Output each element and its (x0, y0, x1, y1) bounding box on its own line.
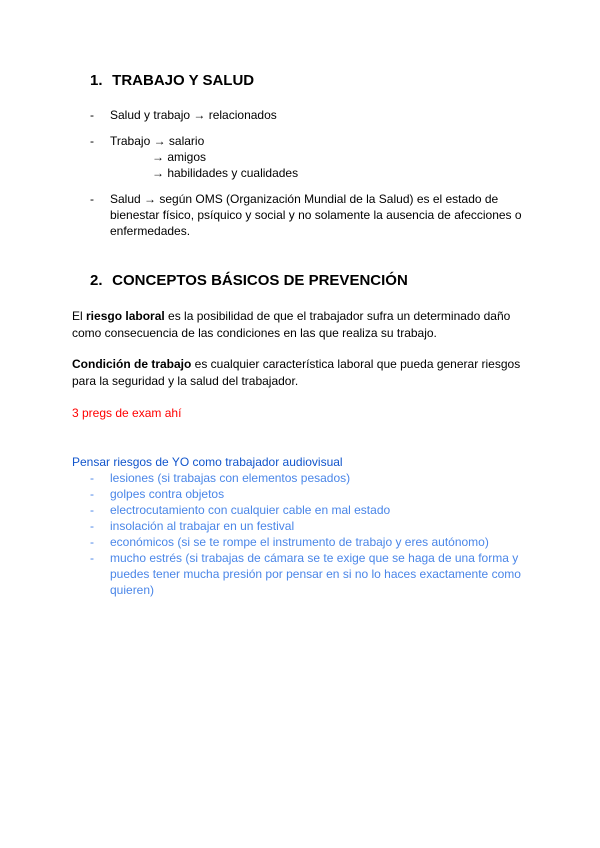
bullet-marker: - (90, 192, 94, 206)
section-1-heading (90, 72, 254, 89)
bullet-trabajo: Trabajo → salario (110, 134, 205, 148)
bullet-marker: - (90, 519, 94, 533)
section-2-heading (90, 272, 408, 289)
risk-item: lesiones (si trabajas con elementos pesados) (110, 471, 351, 485)
section-2-title: CONCEPTOS BÁSICOS DE PREVENCIÓN (112, 272, 408, 289)
risks-title: Pensar riesgos de YO como trabajador audiovisual (72, 455, 343, 469)
risk-item: insolación al trabajar en un festival (110, 519, 295, 533)
exam-note: 3 pregs de exam ahí (72, 406, 182, 420)
riesgo-prefix: El (72, 309, 87, 323)
bullet-marker: - (90, 108, 94, 122)
risk-item: electrocutamiento con cualquier cable en mal estado (110, 503, 391, 517)
bullet-salud-oms: Salud → según OMS (Organización Mundial de la Salud) es el estado de bienestar físico, psíquico y social y no solamente la ausencia de afecciones o enfermedades. (110, 192, 522, 238)
risk-item: mucho estrés (si trabajas de cámara se te exige que se haga de una forma y puedes tener mucha presión por pensar en si no lo haces exactamente como quieren) (110, 551, 521, 597)
bullet-marker: - (90, 471, 94, 485)
section-1-number: 1. (90, 72, 103, 89)
bullet-trabajo-habilidades: → habilidades y cualidades (152, 166, 299, 180)
bullet-marker: - (90, 535, 94, 549)
bullet-marker: - (90, 487, 94, 501)
riesgo-definition: es la posibilidad de que el trabajador sufra un determinado daño como consecuencia de las condiciones en las que realiza su trabajo. (72, 309, 511, 340)
section-2-number: 2. (90, 272, 103, 289)
condicion-definition: es cualquier característica laboral que pueda generar riesgos para la seguridad y la salud del trabajador. (72, 357, 521, 388)
bullet-marker: - (90, 503, 94, 517)
condicion-trabajo-term: Condición de trabajo (72, 357, 192, 371)
bullet-salud-trabajo: Salud y trabajo → relacionados (110, 108, 277, 122)
section-1-title: TRABAJO Y SALUD (112, 72, 255, 89)
bullet-marker: - (90, 134, 94, 148)
bullet-marker: - (90, 551, 94, 565)
riesgo-laboral-term: riesgo laboral (86, 309, 165, 323)
risk-item: golpes contra objetos (110, 487, 225, 501)
paragraph-condicion-trabajo (72, 356, 542, 389)
risk-item: económicos (si se te rompe el instrumento de trabajo y eres autónomo) (110, 535, 489, 549)
paragraph-riesgo-laboral (72, 308, 542, 341)
bullet-trabajo-amigos: → amigos (152, 150, 207, 164)
